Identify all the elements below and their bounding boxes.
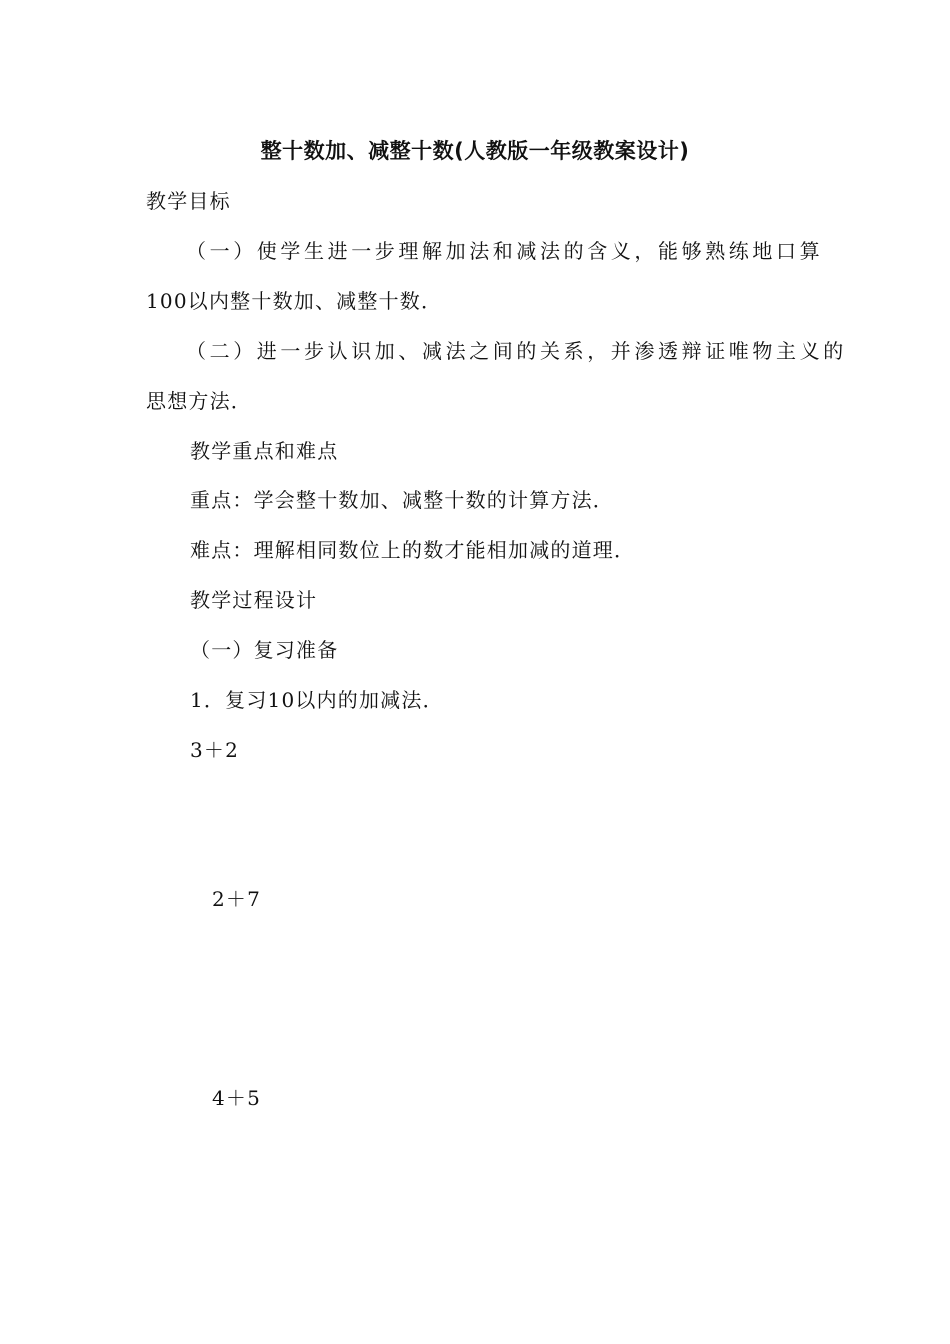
difficulty-text: 难点：理解相同数位上的数才能相加减的道理． xyxy=(190,538,636,562)
section-heading-objectives: 教学目标 xyxy=(146,189,231,213)
exercise-1: 3＋2 xyxy=(190,738,240,762)
section-heading-process: 教学过程设计 xyxy=(190,588,318,612)
exercise-2: 2＋7 xyxy=(212,887,262,911)
key-point-text: 重点：学会整十数加、减整十数的计算方法． xyxy=(190,488,614,512)
review-item-1: 1．复习10以内的加减法． xyxy=(190,688,444,712)
objective-2-line-1: （二）进一步认识加、减法之间的关系，并渗透辩证唯物主义的 xyxy=(186,339,847,363)
objective-1-line-2: 100以内整十数加、减整十数． xyxy=(146,289,443,313)
section-heading-key-points: 教学重点和难点 xyxy=(190,439,339,463)
objective-1-line-1: （一）使学生进一步理解加法和减法的含义，能够熟练地口算 xyxy=(186,239,824,263)
document-title: 整十数加、减整十数(人教版一年级教案设计) xyxy=(260,139,690,163)
objective-2-line-2: 思想方法． xyxy=(146,389,252,413)
subsection-review: （一）复习准备 xyxy=(190,638,339,662)
exercise-3: 4＋5 xyxy=(212,1086,262,1110)
